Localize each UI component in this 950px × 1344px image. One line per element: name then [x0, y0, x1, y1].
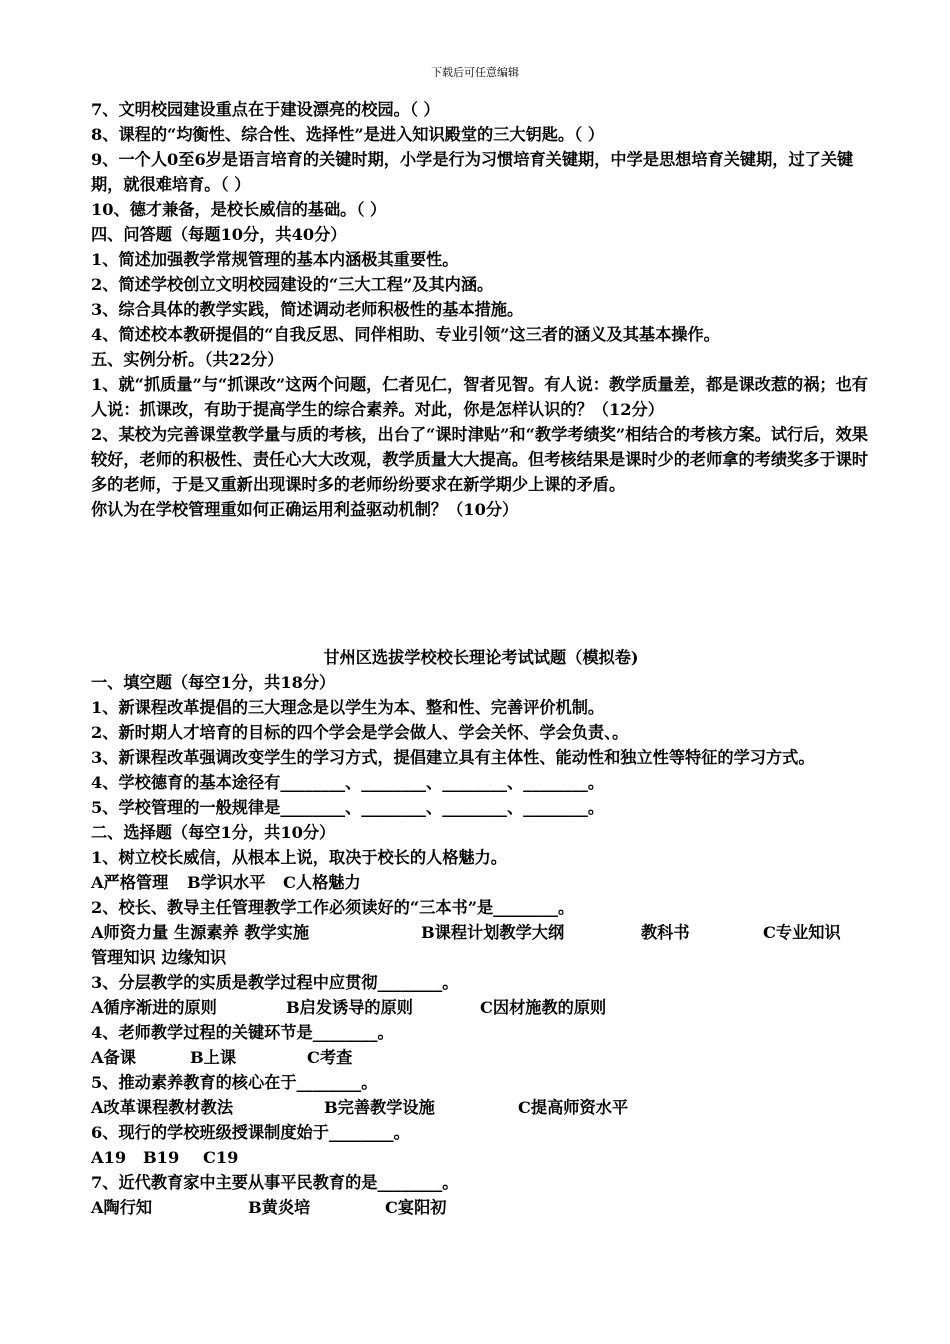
fill-question-5: 5、学校管理的一般规律是________、________、________、________。 — [91, 798, 605, 817]
option-c: C19 — [203, 1148, 239, 1167]
fill-question-3: 3、新课程改革强调改变学生的学习方式，提倡建立具有主体性、能动性和独立性等特征的学习方式。 — [91, 748, 815, 767]
option-b-continued: 教科书 — [641, 923, 690, 942]
essay-question-1: 1、简述加强教学常规管理的基本内涵极其重要性。 — [91, 250, 459, 269]
essay-question-3: 3、综合具体的教学实践，简述调动老师积极性的基本措施。 — [91, 300, 524, 319]
choice-options-3 — [91, 995, 871, 1020]
choice-question-3: 3、分层教学的实质是教学过程中应贯彻________。 — [91, 973, 459, 992]
fill-question-4: 4、学校德育的基本途径有________、________、________、________。 — [91, 773, 605, 792]
option-a: A陶行知 — [91, 1198, 153, 1217]
option-a: A师资力量 生源素养 教学实施 — [91, 923, 310, 942]
exam-title: 甘州区选拔学校校长理论考试试题（模拟卷) — [323, 648, 639, 667]
option-b: B学识水平 — [187, 873, 266, 892]
case-question-1: 1、就“抓质量”与“抓课改”这两个问题，仁者见仁，智者见智。有人说：教学质量差，都是课改惹的祸；也有人说：抓课改，有助于提高学生的综合素养。对此，你是怎样认识的？（12分） — [91, 375, 868, 419]
heading-fill-in: 一、填空题（每空1分，共18分） — [91, 673, 336, 692]
essay-question-4: 4、简述校本教研提倡的“自我反思、同伴相助、专业引领”这三者的涵义及其基本操作。 — [91, 325, 720, 344]
option-b: B上课 — [190, 1048, 237, 1067]
choice-options-6 — [91, 1145, 871, 1170]
option-a: A循序渐进的原则 — [91, 998, 217, 1017]
fill-question-2: 2、新时期人才培育的目标的四个学会是学会做人、学会关怀、学会负责、。 — [91, 723, 629, 742]
option-c: C考查 — [307, 1048, 353, 1067]
question-8: 8、课程的“均衡性、综合性、选择性”是进入知识殿堂的三大钥匙。（ ） — [91, 125, 605, 144]
option-a: A改革课程教材教法 — [91, 1098, 234, 1117]
choice-question-1: 1、树立校长威信，从根本上说，取决于校长的人格魅力。 — [91, 848, 507, 867]
choice-options-7 — [91, 1195, 871, 1220]
option-c: C宴阳初 — [385, 1198, 447, 1217]
choice-question-6: 6、现行的学校班级授课制度始于________。 — [91, 1123, 410, 1142]
page-header: 下载后可任意编辑 — [431, 66, 519, 79]
choice-question-4: 4、老师教学过程的关键环节是________。 — [91, 1023, 394, 1042]
option-c: C提高师资水平 — [518, 1098, 629, 1117]
fill-question-1: 1、新课程改革提倡的三大理念是以学生为本、整和性、完善评价机制。 — [91, 698, 605, 717]
heading-case-analysis: 五、实例分析。（共22分） — [91, 350, 284, 369]
option-b: B完善教学设施 — [324, 1098, 435, 1117]
question-7: 7、文明校园建设重点在于建设漂亮的校园。（ ） — [91, 100, 440, 119]
choice-options-2 — [91, 920, 871, 945]
choice-options-2-continued: 管理知识 边缘知识 — [91, 948, 227, 967]
section-previous-exam — [91, 97, 871, 522]
option-a: A备课 — [91, 1048, 136, 1067]
section-mock-exam — [91, 645, 871, 1220]
option-c: C专业知识 — [763, 923, 841, 942]
choice-options-5 — [91, 1095, 871, 1120]
choice-question-5: 5、推动素养教育的核心在于________。 — [91, 1073, 378, 1092]
option-a: A严格管理 — [91, 873, 169, 892]
heading-multiple-choice: 二、选择题（每空1分，共10分） — [91, 823, 336, 842]
option-b: B黄炎培 — [248, 1198, 311, 1217]
choice-question-7: 7、近代教育家中主要从事平民教育的是________。 — [91, 1173, 459, 1192]
option-b: B启发诱导的原则 — [286, 998, 413, 1017]
option-c: C人格魅力 — [283, 873, 361, 892]
choice-options-4 — [91, 1045, 871, 1070]
essay-question-2: 2、简述学校创立文明校园建设的“三大工程”及其内涵。 — [91, 275, 494, 294]
case-question-2-prompt: 你认为在学校管理重如何正确运用利益驱动机制？（10分） — [91, 500, 519, 519]
choice-options-1 — [91, 870, 871, 895]
option-b: B课程计划教学大纲 — [421, 923, 565, 942]
question-10: 10、德才兼备，是校长威信的基础。（ ） — [91, 200, 387, 219]
option-a: A19 — [91, 1148, 127, 1167]
question-9: 9、一个人0至6岁是语言培育的关键时期，小学是行为习惯培育关键期，中学是思想培育关键期，过了关键期，就很难培育。（ ） — [91, 150, 854, 194]
option-b: B19 — [143, 1148, 180, 1167]
option-c: C因材施教的原则 — [480, 998, 607, 1017]
case-question-2: 2、某校为完善课堂教学量与质的考核，出台了“课时津贴”和“教学考绩奖”相结合的考核方案。试行后，效果较好，老师的积极性、责任心大大改观，教学质量大大提高。但考核结果是课时少的老师拿的考绩奖多于课时多的老师，于是又重新出现课时多的老师纷纷要求在新学期少上课的矛盾。 — [91, 425, 868, 494]
choice-question-2: 2、校长、教导主任管理教学工作必须读好的“三本书”是________。 — [91, 898, 575, 917]
heading-essay-questions: 四、问答题（每题10分，共40分） — [91, 225, 347, 244]
